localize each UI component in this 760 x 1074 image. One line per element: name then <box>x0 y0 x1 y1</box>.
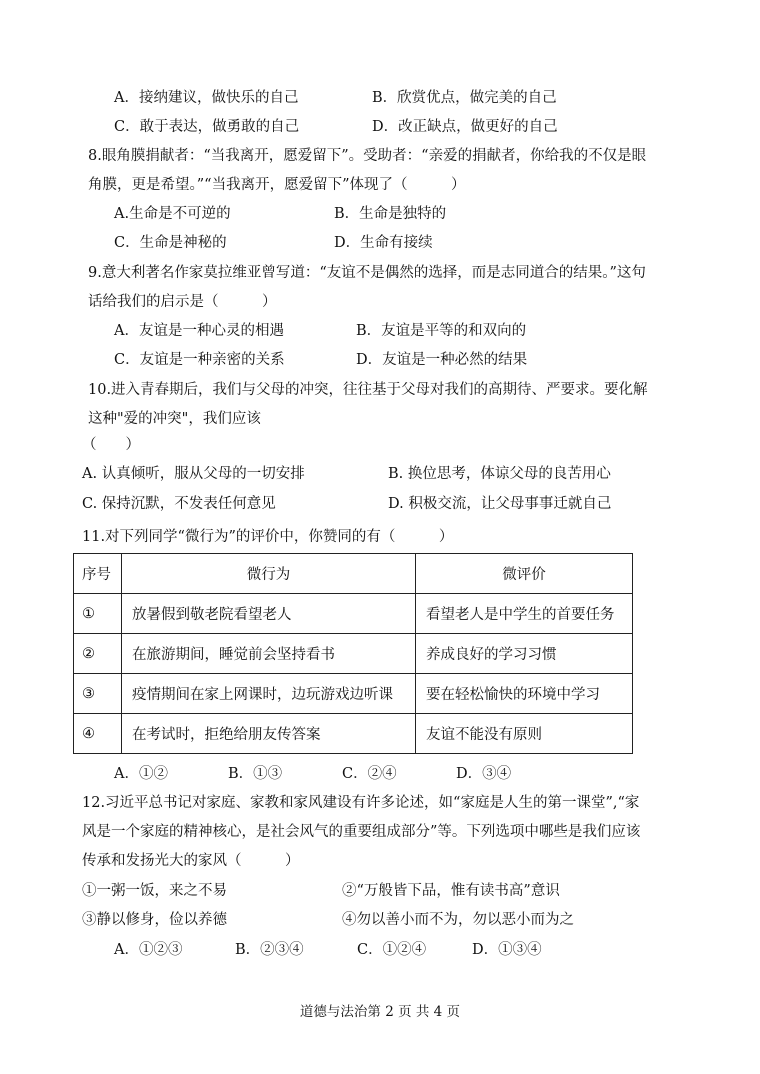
q8-stem-line2: 角膜，更是希望。”“当我离开，愿爱留下”体现了（ ） <box>88 177 466 193</box>
q9-stem-line2: 话给我们的启示是（ ） <box>88 294 277 310</box>
q10-option-a: A. 认真倾听，服从父母的一切安排 <box>82 466 305 482</box>
q9-stem-line1: 9.意大利著名作家莫拉维亚曾写道：“友谊不是偶然的选择，而是志同道合的结果。”这句 <box>88 265 646 281</box>
q10-answer-blank: （ ） <box>82 437 140 453</box>
q8-stem-line1: 8.眼角膜捐献者：“当我离开，愿爱留下”。受助者：“亲爱的捐献者，你给我的不仅是眼 <box>88 148 647 164</box>
q7-option-a: A．接纳建议，做快乐的自己 <box>114 90 299 106</box>
table-cell: 养成良好的学习习惯 <box>416 634 633 674</box>
q7-option-d: D．改正缺点，做更好的自己 <box>372 119 558 135</box>
q7-option-b: B．欣赏优点，做完美的自己 <box>372 90 557 106</box>
q12-item-3: ③静以修身，俭以养德 <box>82 912 227 928</box>
table-cell: 要在轻松愉快的环境中学习 <box>416 674 633 714</box>
table-row <box>74 634 633 674</box>
q9-option-d: D．友谊是一种必然的结果 <box>356 352 528 368</box>
table-cell: 在旅游期间，睡觉前会坚持看书 <box>122 634 416 674</box>
q12-item-2: ②“万般皆下品，惟有读书高”意识 <box>342 883 560 899</box>
table-cell: 疫情期间在家上网课时，边玩游戏边听课 <box>122 674 416 714</box>
column-header: 微行为 <box>122 554 416 594</box>
q11-option-a: A．①② <box>114 766 168 782</box>
q10-option-c: C. 保持沉默，不发表任何意见 <box>82 496 276 512</box>
table-header-row <box>74 554 633 594</box>
q12-option-d: D．①③④ <box>472 942 542 958</box>
q9-option-b: B．友谊是平等的和双向的 <box>356 323 527 339</box>
table-cell: ② <box>74 634 122 674</box>
q12-stem-line3: 传承和发扬光大的家风（ ） <box>82 853 300 869</box>
column-header: 微评价 <box>416 554 633 594</box>
page-footer: 道德与法治第 2 页 共 4 页 <box>299 1004 461 1020</box>
q8-option-d: D．生命有接续 <box>334 235 433 251</box>
q11-option-d: D．③④ <box>456 766 512 782</box>
q12-option-b: B．②③④ <box>235 942 304 958</box>
table-cell: 看望老人是中学生的首要任务 <box>416 594 633 634</box>
q11-option-b: B．①③ <box>228 766 283 782</box>
q12-stem-line1: 12.习近平总书记对家庭、家教和家风建设有许多论述，如“家庭是人生的第一课堂”,“家 <box>82 795 640 811</box>
q12-option-c: C．①②④ <box>357 942 427 958</box>
table-cell: 友谊不能没有原则 <box>416 714 633 754</box>
table-cell: ① <box>74 594 122 634</box>
table-cell: ④ <box>74 714 122 754</box>
q12-stem-line2: 风是一个家庭的精神核心，是社会风气的重要组成部分”等。下列选项中哪些是我们应该 <box>82 824 641 840</box>
table-cell: 在考试时，拒绝给朋友传答案 <box>122 714 416 754</box>
table-cell: 放暑假到敬老院看望老人 <box>122 594 416 634</box>
q8-option-b: B．生命是独特的 <box>334 206 447 222</box>
q8-option-c: C．生命是神秘的 <box>114 235 227 251</box>
q10-option-b: B. 换位思考，体谅父母的良苦用心 <box>388 466 611 482</box>
q8-option-a: A.生命是不可逆的 <box>114 206 231 222</box>
q11-option-c: C．②④ <box>342 766 397 782</box>
q10-stem-line2: 这种"爱的冲突"，我们应该 <box>88 411 261 427</box>
q12-item-1: ①一粥一饭，来之不易 <box>82 883 227 899</box>
table-row <box>74 714 633 754</box>
q10-option-d: D. 积极交流，让父母事事迁就自己 <box>388 496 612 512</box>
table-row <box>74 674 633 714</box>
table-cell: ③ <box>74 674 122 714</box>
column-header: 序号 <box>74 554 122 594</box>
q7-option-c: C．敢于表达，做勇敢的自己 <box>114 119 300 135</box>
table-row <box>74 594 633 634</box>
q12-item-4: ④勿以善小而不为，勿以恶小而为之 <box>342 912 574 928</box>
q11-table <box>73 553 633 754</box>
q9-option-c: C．友谊是一种亲密的关系 <box>114 352 285 368</box>
q10-stem-line1: 10.进入青春期后，我们与父母的冲突，往往基于父母对我们的高期待、严要求。要化解 <box>88 382 648 398</box>
q9-option-a: A．友谊是一种心灵的相遇 <box>114 323 284 339</box>
q12-option-a: A．①②③ <box>114 942 183 958</box>
q11-stem: 11.对下列同学“微行为”的评价中，你赞同的有（ ） <box>82 529 454 545</box>
